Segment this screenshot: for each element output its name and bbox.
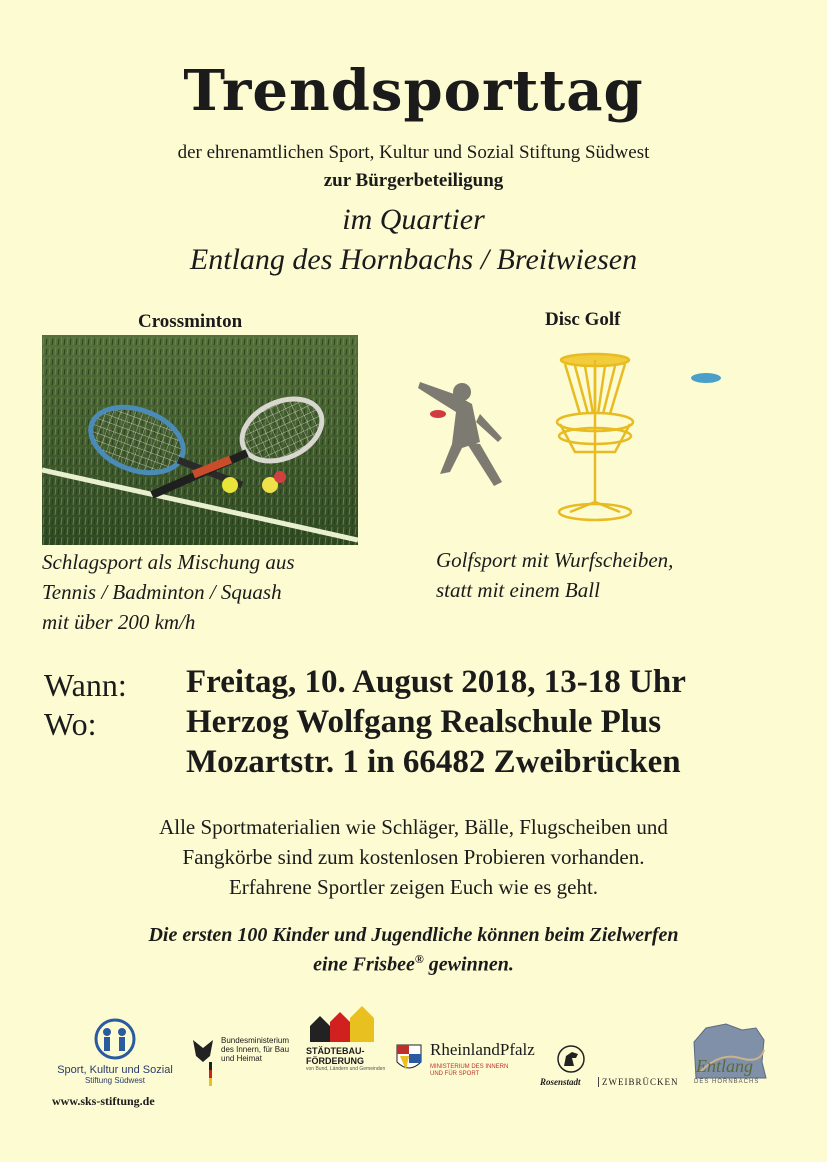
disc-golf-desc-line: statt mit einem Ball (436, 578, 600, 602)
staedtebau-line: STÄDTEBAU- (306, 1046, 365, 1056)
entlang-name: Entlang (696, 1056, 753, 1076)
entlang-sub: DES HORNBACHS (694, 1079, 760, 1085)
promo-line-2-post: gewinnen. (423, 953, 514, 976)
when-value: Freitag, 10. August 2018, 13-18 Uhr (186, 664, 686, 700)
info-line: Fangkörbe sind zum kostenlosen Probieren vorhanden. (182, 845, 645, 869)
zweibruecken-horse-icon (556, 1044, 586, 1074)
sks-name: Sport, Kultur und Sozial (57, 1064, 173, 1076)
crossminton-photo (42, 335, 358, 545)
when-label: Wann: (44, 667, 127, 703)
crossminton-heading: Crossminton (138, 311, 243, 332)
where-value-line-1: Herzog Wolfgang Realschule Plus (186, 704, 662, 740)
bmi-logo (190, 1036, 300, 1088)
organizer-line: der ehrenamtlichen Sport, Kultur und Sozial Stiftung Südwest (177, 142, 650, 163)
crossminton-desc-line: Tennis / Badminton / Squash (42, 580, 282, 604)
zw-name: ZWEIBRÜCKEN (598, 1077, 679, 1087)
zw-rosenstadt: Rosenstadt (540, 1077, 581, 1087)
bmi-line: Bundesministerium (221, 1036, 290, 1045)
flying-disc-icon (691, 373, 721, 383)
where-label: Wo: (44, 706, 97, 742)
crossminton-desc-line: mit über 200 km/h (42, 610, 196, 634)
info-line: Erfahrene Sportler zeigen Euch wie es geht. (228, 875, 599, 899)
rlp-crest-icon (396, 1044, 422, 1074)
staedtebau-sub: von Bund, Ländern und Gemeinden (306, 1066, 386, 1072)
disc-golf-description (436, 545, 673, 605)
sks-subtitle: Stiftung Südwest (84, 1076, 146, 1085)
info-line: Alle Sportmaterialien wie Schläger, Bälle, Flugscheiben und (159, 815, 668, 839)
disc-golf-desc-line: Golfsport mit Wurfscheiben, (436, 548, 674, 572)
promo-line-2-pre: eine Frisbee (313, 953, 415, 976)
promo-line-1: Die ersten 100 Kinder und Jugendliche können beim Zielwerfen (148, 924, 679, 946)
staedtebau-houses-icon (306, 1004, 380, 1042)
bmi-line: des Innern, für Bau (221, 1045, 290, 1054)
registered-mark: ® (414, 952, 424, 966)
sks-url[interactable]: www.sks-stiftung.de (52, 1094, 155, 1108)
staedtebau-logo (306, 1004, 386, 1072)
where-value-line-2: Mozartstr. 1 in 66482 Zweibrücken (186, 744, 681, 780)
purpose-line: zur Bürgerbeteiligung (323, 170, 504, 191)
crossminton-description (42, 547, 295, 637)
sks-people-icon (93, 1018, 137, 1060)
disc-golf-illustration (410, 352, 730, 532)
bmi-line: und Heimat (221, 1054, 262, 1063)
staedtebau-line: FÖRDERUNG (306, 1056, 364, 1066)
disc-golf-heading: Disc Golf (545, 309, 621, 330)
bmi-eagle-icon (190, 1036, 216, 1086)
disc-thrower-silhouette (418, 382, 502, 486)
promo-line-2 (0, 952, 827, 977)
entlang-logo (690, 1022, 770, 1088)
rlp-sub-line: MINISTERIUM DES INNERN (430, 1064, 509, 1070)
rlp-name: RheinlandPfalz (430, 1040, 535, 1059)
disc-golf-basket-icon (557, 354, 633, 520)
sks-logo (40, 1018, 190, 1085)
crossminton-desc-line: Schlagsport als Mischung aus (42, 550, 295, 574)
rlp-sub-line: UND FÜR SPORT (430, 1071, 480, 1077)
page-title: Trendsporttag (183, 58, 644, 124)
quarter-line-2: Entlang des Hornbachs / Breitwiesen (189, 243, 638, 276)
quarter-line-1: im Quartier (342, 203, 485, 236)
